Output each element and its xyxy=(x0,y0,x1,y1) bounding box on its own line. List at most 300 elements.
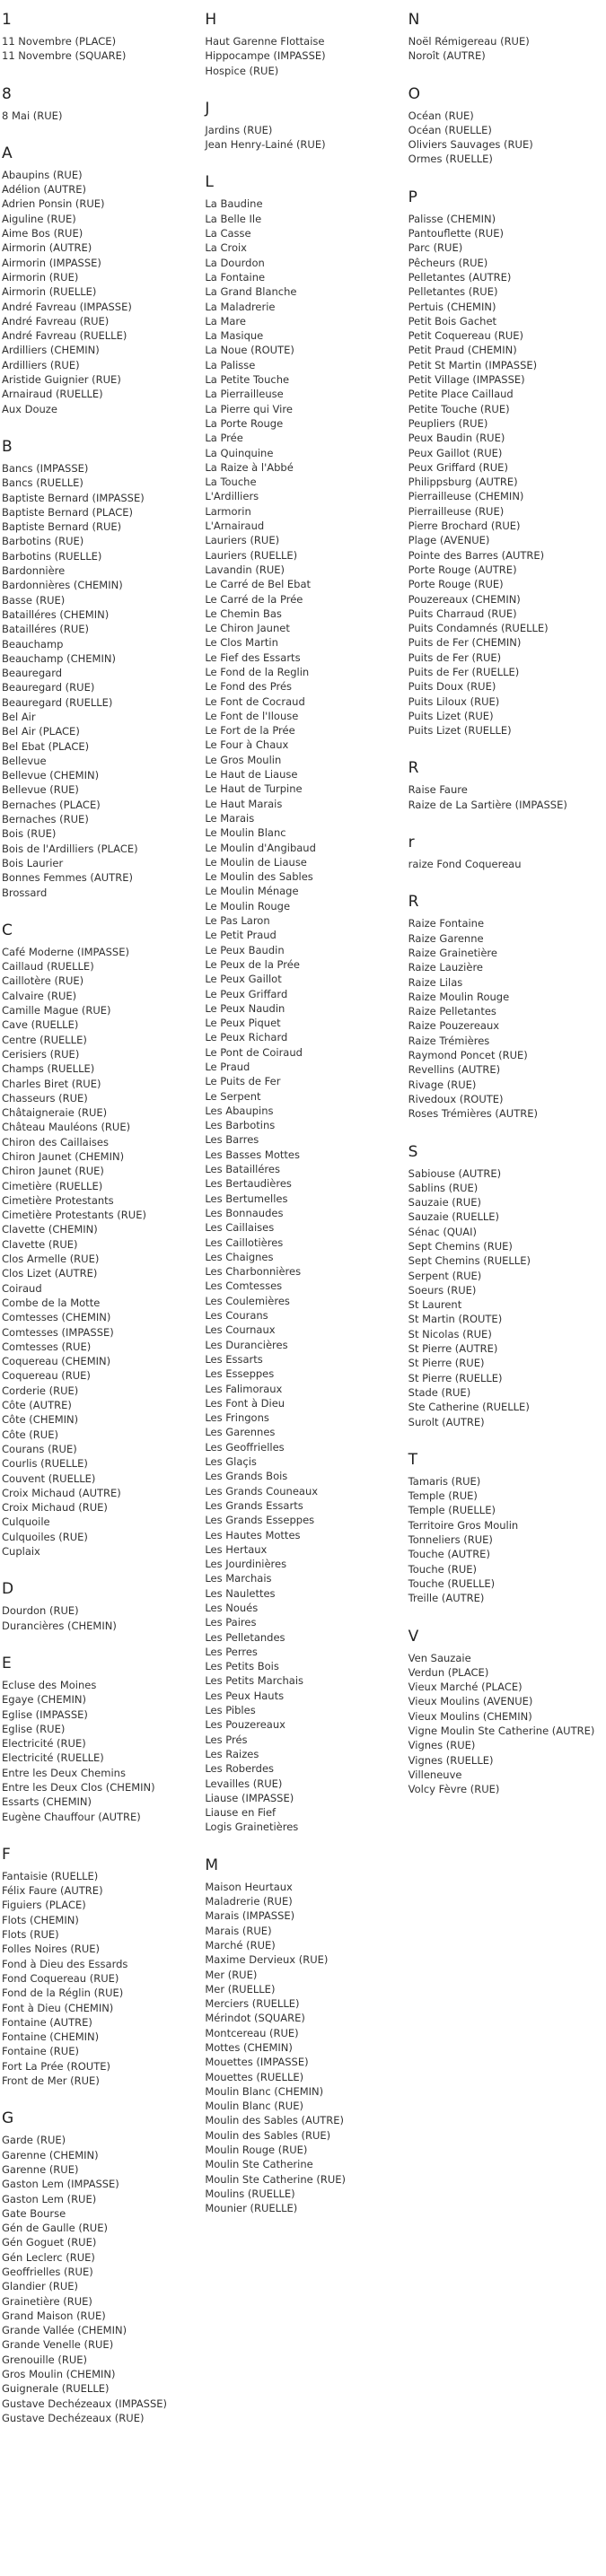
street-name: Pierrailleuse (CHEMIN) xyxy=(408,490,524,503)
street-name: Aime Bos (RUE) xyxy=(2,227,83,240)
street-name: Le Peux Gaillot xyxy=(205,973,282,986)
street-name: Parc (RUE) xyxy=(408,241,463,255)
section-letter-heading: R xyxy=(408,893,419,912)
street-name: Villeneuve xyxy=(408,1768,462,1781)
street-name: Les Essarts xyxy=(205,1352,263,1366)
letter-section xyxy=(408,11,606,64)
street-name: Entre les Deux Clos (CHEMIN) xyxy=(2,1780,155,1794)
street-name: Les Paires xyxy=(205,1616,257,1629)
street-name: Garde (RUE) xyxy=(2,2134,66,2147)
street-name: Puits Lizet (RUE) xyxy=(408,709,494,722)
street-name: St Pierre (RUELLE) xyxy=(408,1371,503,1384)
street-name: Petit Coquereau (RUE) xyxy=(408,329,524,343)
street-name: Les Batailléres xyxy=(205,1163,280,1176)
street-name: Cimetière Protestants (RUE) xyxy=(2,1209,146,1222)
street-name: Les Petits Bois xyxy=(205,1660,279,1673)
section-letter-heading: 1 xyxy=(2,11,12,29)
street-name: Gén Leclerc (RUE) xyxy=(2,2250,95,2264)
street-list xyxy=(408,1474,606,1606)
street-name: La Croix xyxy=(205,241,247,255)
street-name: Bardonnières (CHEMIN) xyxy=(2,579,123,592)
street-name: La Porte Rouge xyxy=(205,416,284,430)
street-name: Les Pelletandes xyxy=(205,1630,285,1644)
section-letter-heading: H xyxy=(205,11,217,29)
street-name: Electricité (RUE) xyxy=(2,1737,86,1751)
street-name: Océan (RUE) xyxy=(408,109,474,122)
street-name: Le Petit Praud xyxy=(205,929,277,942)
section-letter-heading: L xyxy=(205,173,214,192)
street-name: Gustave Dechézeaux (IMPASSE) xyxy=(2,2397,168,2410)
street-list xyxy=(2,1603,203,1633)
street-name: Cimetière Protestants xyxy=(2,1193,114,1207)
street-name: Les Comtesses xyxy=(205,1279,283,1293)
street-name: Gaston Lem (RUE) xyxy=(2,2192,97,2205)
street-name: Bois (RUE) xyxy=(2,827,57,841)
letter-section xyxy=(408,893,606,1121)
street-name: Moulin Ste Catherine (RUE) xyxy=(205,2172,346,2186)
street-name: Geoffrielles (RUE) xyxy=(2,2266,93,2278)
street-name: Gén Goguet (RUE) xyxy=(2,2236,97,2249)
section-letter-heading: S xyxy=(408,1142,418,1161)
letter-section xyxy=(2,1655,203,1824)
street-name: Moulins (RUELLE) xyxy=(205,2187,295,2200)
street-name: Le Peux Griffard xyxy=(205,987,288,1000)
street-name: Petit St Martin (IMPASSE) xyxy=(408,358,538,371)
street-name: Le Puits de Fer xyxy=(205,1075,281,1088)
street-list xyxy=(408,1651,606,1797)
street-name: Peux Griffard (RUE) xyxy=(408,460,508,474)
street-name: Mérindot (SQUARE) xyxy=(205,2012,305,2025)
street-name: Les Caillaises xyxy=(205,1221,275,1235)
street-name: Palisse (CHEMIN) xyxy=(408,212,496,225)
letter-section xyxy=(2,2109,203,2425)
street-name: Sauzaie (RUELLE) xyxy=(408,1210,500,1224)
street-name: 11 Novembre (PLACE) xyxy=(2,35,117,48)
street-name: Petit Bois Gachet xyxy=(408,314,497,327)
street-name: Figuiers (PLACE) xyxy=(2,1899,86,1912)
street-name: La Maladrerie xyxy=(205,300,276,313)
street-name: Grainetière (RUE) xyxy=(2,2294,92,2308)
street-name: 8 Mai (RUE) xyxy=(2,109,63,122)
street-name: La Raize à l'Abbé xyxy=(205,460,294,474)
street-name: Le Pont de Coiraud xyxy=(205,1045,303,1059)
street-name: Comtesses (CHEMIN) xyxy=(2,1311,111,1324)
street-name: Baptiste Bernard (RUE) xyxy=(2,520,122,534)
street-name: Baptiste Bernard (IMPASSE) xyxy=(2,491,145,504)
street-name: Moulin Ste Catherine xyxy=(205,2158,313,2171)
street-name: Sénac (QUAI) xyxy=(408,1225,478,1238)
street-name: Le Haut de Liause xyxy=(205,768,298,782)
street-list xyxy=(2,461,203,900)
street-name: Marais (IMPASSE) xyxy=(205,1909,295,1923)
street-name: Les Noués xyxy=(205,1601,259,1614)
street-name: Les Bertaudières xyxy=(205,1177,292,1191)
street-name: Les Courans xyxy=(205,1309,268,1323)
street-name: Garenne (RUE) xyxy=(2,2162,79,2176)
letter-section xyxy=(408,834,606,871)
street-name: Les Coulemières xyxy=(205,1294,290,1307)
street-name: Larmorin xyxy=(205,504,251,518)
street-name: Guignerale (RUELLE) xyxy=(2,2382,110,2396)
street-name: Chiron Jaunet (CHEMIN) xyxy=(2,1150,125,1163)
street-name: Haut Garenne Flottaise xyxy=(205,35,325,48)
street-name: Ven Sauzaie xyxy=(408,1651,471,1664)
street-name: Fontaine (RUE) xyxy=(2,2045,79,2058)
section-letter-heading: C xyxy=(2,921,13,939)
street-name: Beauchamp (CHEMIN) xyxy=(2,651,116,665)
street-name: Soeurs (RUE) xyxy=(408,1283,477,1297)
street-name: Les Glaçis xyxy=(205,1455,257,1469)
street-name: Petite Touche (RUE) xyxy=(408,402,510,415)
street-name: Beauchamp xyxy=(2,637,64,651)
street-name: Essarts (CHEMIN) xyxy=(2,1795,92,1809)
street-name: Raize de La Sartière (IMPASSE) xyxy=(408,798,567,811)
street-name: Revellins (AUTRE) xyxy=(408,1063,501,1077)
street-name: La Pierrailleuse xyxy=(205,388,284,401)
street-name: Camille Mague (RUE) xyxy=(2,1004,111,1017)
street-name: La Fontaine xyxy=(205,270,266,284)
street-name: Le Chemin Bas xyxy=(205,607,282,620)
street-name: La Prée xyxy=(205,432,243,445)
street-name: Le Moulin d'Angibaud xyxy=(205,841,316,854)
street-list xyxy=(408,857,606,871)
street-name: St Pierre (RUE) xyxy=(408,1357,485,1370)
street-name: Maxime Dervieux (RUE) xyxy=(205,1953,329,1967)
street-name: Touche (RUE) xyxy=(408,1562,478,1576)
street-name: Electricité (RUELLE) xyxy=(2,1751,104,1765)
letter-section xyxy=(2,921,203,1559)
street-name: Le Font de Cocraud xyxy=(205,694,305,708)
street-name: Le Praud xyxy=(205,1061,250,1073)
street-name: Sabiouse (AUTRE) xyxy=(408,1166,502,1180)
street-name: Adrien Ponsin (RUE) xyxy=(2,197,105,211)
street-name: La Mare xyxy=(205,314,246,327)
street-name: Côte (AUTRE) xyxy=(2,1399,72,1412)
street-name: Flots (CHEMIN) xyxy=(2,1913,79,1926)
street-name: Culquoile xyxy=(2,1515,50,1529)
column-2 xyxy=(203,0,406,2447)
letter-section xyxy=(408,1451,606,1606)
street-name: Porte Rouge (RUE) xyxy=(408,578,504,591)
street-name: Adélion (AUTRE) xyxy=(2,183,86,196)
street-name: Sablins (RUE) xyxy=(408,1181,479,1194)
street-name: Folles Noires (RUE) xyxy=(2,1943,101,1956)
street-name: 11 Novembre (SQUARE) xyxy=(2,49,127,63)
street-name: Montcereau (RUE) xyxy=(205,2026,299,2039)
street-name: Raize Grainetière xyxy=(408,946,497,959)
street-name: Airmorin (RUELLE) xyxy=(2,285,97,299)
street-name: Grande Vallée (CHEMIN) xyxy=(2,2324,127,2337)
street-list xyxy=(2,168,203,416)
street-name: Les Fringons xyxy=(205,1411,269,1425)
street-name: Les Roberdes xyxy=(205,1762,275,1776)
street-name: Chiron des Caillaises xyxy=(2,1135,109,1148)
street-name: Hippocampe (IMPASSE) xyxy=(205,49,326,63)
street-name: Raize Lauzière xyxy=(408,961,484,974)
street-list xyxy=(408,916,606,1121)
street-name: Les Grands Esseppes xyxy=(205,1514,315,1527)
letter-section xyxy=(408,759,606,812)
street-name: Grande Venelle (RUE) xyxy=(2,2338,114,2352)
section-letter-heading: 8 xyxy=(2,84,12,103)
letter-section xyxy=(2,1846,203,2088)
street-name: La Noue (ROUTE) xyxy=(205,344,294,357)
street-name: Courlis (RUELLE) xyxy=(2,1457,88,1471)
street-name: L'Ardilliers xyxy=(205,490,259,503)
street-name: Flots (RUE) xyxy=(2,1928,59,1942)
street-name: Temple (RUELLE) xyxy=(408,1504,496,1517)
street-name: Chasseurs (RUE) xyxy=(2,1091,88,1105)
street-name: Mer (RUE) xyxy=(205,1968,258,1981)
street-name: Raymond Poncet (RUE) xyxy=(408,1049,528,1062)
street-name: Ardilliers (CHEMIN) xyxy=(2,344,100,357)
street-name: Le Peux de la Prée xyxy=(205,957,300,971)
street-name: Les Pouzereaux xyxy=(205,1718,285,1732)
street-name: Petite Place Caillaud xyxy=(408,388,514,401)
street-name: Logis Grainetières xyxy=(205,1821,299,1834)
street-name: Volcy Fèvre (RUE) xyxy=(408,1783,500,1796)
street-name: Mouettes (IMPASSE) xyxy=(205,2056,309,2069)
street-name: Brossard xyxy=(2,886,48,899)
street-name: Le Marais xyxy=(205,811,255,825)
street-name: La Touche xyxy=(205,476,257,489)
street-name: Pantouflette (RUE) xyxy=(408,227,504,240)
street-name: Maladrerie (RUE) xyxy=(205,1895,293,1908)
street-name: Vignes (RUE) xyxy=(408,1739,476,1752)
street-name: Charles Biret (RUE) xyxy=(2,1077,101,1090)
street-name: Merciers (RUELLE) xyxy=(205,1997,300,2011)
street-name: Grenouille (RUE) xyxy=(2,2353,88,2366)
street-name: Les Grands Essarts xyxy=(205,1498,303,1512)
street-name: Vieux Moulins (CHEMIN) xyxy=(408,1709,532,1723)
street-name: Mottes (CHEMIN) xyxy=(205,2041,293,2054)
street-name: Moulin Blanc (CHEMIN) xyxy=(205,2084,324,2098)
street-name: Vieux Moulins (AVENUE) xyxy=(408,1695,533,1708)
street-name: La Masique xyxy=(205,329,264,343)
street-name: Touche (AUTRE) xyxy=(408,1548,490,1561)
street-name: Mouettes (RUELLE) xyxy=(205,2070,304,2083)
street-name: Philippsburg (AUTRE) xyxy=(408,476,518,489)
section-letter-heading: O xyxy=(408,84,421,103)
street-name: Moulin Blanc (RUE) xyxy=(205,2100,303,2113)
street-name: Comtesses (RUE) xyxy=(2,1340,92,1353)
street-name: Croix Michaud (RUE) xyxy=(2,1501,108,1515)
street-name: Egaye (CHEMIN) xyxy=(2,1693,86,1707)
street-name: Lavandin (RUE) xyxy=(205,563,285,576)
street-name: Pelletantes (AUTRE) xyxy=(408,270,512,284)
street-name: Les Naulettes xyxy=(205,1586,276,1600)
street-name: André Favreau (RUELLE) xyxy=(2,329,127,343)
street-name: Les Pibles xyxy=(205,1704,256,1717)
street-name: St Martin (ROUTE) xyxy=(408,1313,503,1326)
street-name: Bonnes Femmes (AUTRE) xyxy=(2,871,133,885)
street-name: Bellevue (CHEMIN) xyxy=(2,769,100,782)
street-name: Vieux Marché (PLACE) xyxy=(408,1681,523,1694)
street-name: Fond de la Réglin (RUE) xyxy=(2,1987,124,2000)
street-name: Côte (CHEMIN) xyxy=(2,1413,79,1427)
letter-section xyxy=(205,173,406,1834)
street-name: Plage (AVENUE) xyxy=(408,534,490,547)
street-name: Dourdon (RUE) xyxy=(2,1604,79,1618)
street-name: La Baudine xyxy=(205,197,263,211)
section-letter-heading: N xyxy=(408,11,420,29)
street-name: Front de Mer (RUE) xyxy=(2,2074,100,2088)
letter-section xyxy=(2,1580,203,1633)
street-name: Aristide Guignier (RUE) xyxy=(2,373,121,387)
street-name: La Dourdon xyxy=(205,256,265,269)
street-name: Les Bonnaudes xyxy=(205,1206,284,1219)
street-name: Grand Maison (RUE) xyxy=(2,2309,106,2322)
street-name: Puits Condamnés (RUELLE) xyxy=(408,622,549,635)
street-name: Le Moulin de Liause xyxy=(205,855,307,869)
street-name: Le Carré de la Prée xyxy=(205,592,303,606)
street-name: Bancs (IMPASSE) xyxy=(2,461,89,475)
street-name: Raise Faure xyxy=(408,783,468,797)
section-letter-heading: A xyxy=(2,144,13,162)
street-name: Les Chaignes xyxy=(205,1250,274,1263)
street-name: Treille (AUTRE) xyxy=(408,1592,485,1605)
letter-section xyxy=(2,11,203,64)
section-letter-heading: M xyxy=(205,1856,218,1874)
street-name: Le Chiron Jaunet xyxy=(205,622,290,635)
street-name: Les Hautes Mottes xyxy=(205,1528,301,1541)
street-name: Barbotins (RUE) xyxy=(2,535,84,548)
street-name: Les Garennes xyxy=(205,1426,276,1439)
street-name: Le Peux Richard xyxy=(205,1031,288,1044)
section-letter-heading: F xyxy=(2,1845,11,1864)
street-name: Pointe des Barres (AUTRE) xyxy=(408,548,545,562)
street-name: Le Font de l'Ilouse xyxy=(205,709,299,722)
section-letter-heading: J xyxy=(205,99,210,118)
street-name: Les Jourdinières xyxy=(205,1558,287,1571)
street-name: Le Peux Naudin xyxy=(205,1001,285,1015)
street-name: raize Fond Coquereau xyxy=(408,858,522,871)
street-name: Serpent (RUE) xyxy=(408,1269,482,1282)
street-name: Les Grands Bois xyxy=(205,1470,288,1483)
street-name: Eglise (RUE) xyxy=(2,1722,66,1735)
street-name: Pêcheurs (RUE) xyxy=(408,256,488,269)
street-name: Petit Village (IMPASSE) xyxy=(408,373,525,387)
street-list xyxy=(205,123,406,153)
column-3 xyxy=(407,0,606,2447)
street-name: Fontaine (AUTRE) xyxy=(2,2015,92,2029)
letter-section xyxy=(2,144,203,416)
street-name: Le Fond des Prés xyxy=(205,680,293,694)
street-name: Les Caillotières xyxy=(205,1236,284,1249)
letter-section xyxy=(205,100,406,153)
street-name: Le Four à Chaux xyxy=(205,738,289,752)
street-name: Château Mauléons (RUE) xyxy=(2,1121,131,1134)
street-name: Le Haut Marais xyxy=(205,797,283,810)
street-name: Jardins (RUE) xyxy=(205,123,273,136)
section-letter-heading: P xyxy=(408,188,417,206)
street-name: Bellevue xyxy=(2,754,47,767)
street-name: Puits de Fer (RUE) xyxy=(408,651,502,664)
street-name: Pierre Brochard (RUE) xyxy=(408,520,521,533)
street-name: Puits de Fer (CHEMIN) xyxy=(408,636,522,650)
street-name: Abaupins (RUE) xyxy=(2,168,83,181)
street-name: Cuplaix xyxy=(2,1545,40,1559)
street-list xyxy=(2,1678,203,1824)
street-name: Tamaris (RUE) xyxy=(408,1474,481,1488)
street-name: Châtaigneraie (RUE) xyxy=(2,1106,108,1120)
street-name: Le Moulin Rouge xyxy=(205,899,291,913)
street-name: Mer (RUELLE) xyxy=(205,1982,276,1995)
street-name: Aux Douze xyxy=(2,402,57,415)
section-letter-heading: r xyxy=(408,834,415,852)
street-name: Café Moderne (IMPASSE) xyxy=(2,945,129,958)
street-name: Fort La Prée (ROUTE) xyxy=(2,2059,110,2073)
street-name: Batailléres (CHEMIN) xyxy=(2,607,110,621)
street-name: Temple (RUE) xyxy=(408,1489,478,1503)
street-name: Raize Pouzereaux xyxy=(408,1019,500,1033)
street-name: Cave (RUELLE) xyxy=(2,1018,79,1032)
street-name: Raize Moulin Rouge xyxy=(408,990,510,1003)
street-name: Aiguline (RUE) xyxy=(2,212,76,225)
letter-section xyxy=(205,11,406,78)
street-name: Ste Catherine (RUELLE) xyxy=(408,1401,530,1414)
street-name: Les Bertumelles xyxy=(205,1192,288,1205)
street-name: La Pierre qui Vire xyxy=(205,402,293,415)
street-name: Vignes (RUELLE) xyxy=(408,1753,494,1767)
street-name: Clos Armelle (RUE) xyxy=(2,1253,100,1266)
street-name: Comtesses (IMPASSE) xyxy=(2,1325,114,1339)
section-letter-heading: T xyxy=(408,1450,418,1469)
street-name: Clavette (CHEMIN) xyxy=(2,1223,98,1236)
street-name: Le Pas Laron xyxy=(205,914,270,928)
street-list xyxy=(2,109,203,123)
street-name: St Nicolas (RUE) xyxy=(408,1327,492,1340)
street-name: Puits de Fer (RUELLE) xyxy=(408,665,520,678)
street-name: Le Moulin Blanc xyxy=(205,826,286,840)
street-name: Vigne Moulin Ste Catherine (AUTRE) xyxy=(408,1725,595,1738)
letter-section xyxy=(2,85,203,123)
street-name: Les Font à Dieu xyxy=(205,1396,285,1410)
street-name: Raize Trémières xyxy=(408,1034,490,1047)
street-list xyxy=(2,945,203,1559)
street-name: Puits Charraud (RUE) xyxy=(408,607,517,620)
street-name: Coquereau (CHEMIN) xyxy=(2,1355,111,1368)
street-list xyxy=(408,1166,606,1429)
street-list xyxy=(408,109,606,167)
street-name: La Belle Ile xyxy=(205,212,262,225)
street-name: Rivedoux (ROUTE) xyxy=(408,1092,504,1105)
street-name: Les Raizes xyxy=(205,1747,259,1760)
street-name: Gustave Dechézeaux (RUE) xyxy=(2,2411,145,2424)
street-name: Pouzereaux (CHEMIN) xyxy=(408,592,521,606)
street-name: Le Fief des Essarts xyxy=(205,651,301,664)
street-name: Porte Rouge (AUTRE) xyxy=(408,563,517,576)
street-name: Oliviers Sauvages (RUE) xyxy=(408,138,533,152)
street-name: Batailléres (RUE) xyxy=(2,623,89,636)
street-name: Gaston Lem (IMPASSE) xyxy=(2,2178,119,2191)
street-name: Clos Lizet (AUTRE) xyxy=(2,1267,98,1280)
street-name: Culquoiles (RUE) xyxy=(2,1530,88,1543)
street-name: Moulin des Sables (RUE) xyxy=(205,2128,331,2142)
street-name: Basse (RUE) xyxy=(2,593,66,607)
street-name: Ormes (RUELLE) xyxy=(408,153,493,166)
street-name: St Pierre (AUTRE) xyxy=(408,1342,498,1356)
street-name: Raize Lilas xyxy=(408,975,463,989)
street-name: Les Petits Marchais xyxy=(205,1674,304,1688)
street-name: Garenne (CHEMIN) xyxy=(2,2148,99,2161)
letter-section xyxy=(2,438,203,900)
street-name: Peux Gaillot (RUE) xyxy=(408,446,503,459)
street-name: Levailles (RUE) xyxy=(205,1777,283,1790)
street-name: Beauregard (RUELLE) xyxy=(2,695,113,709)
street-list xyxy=(2,34,203,64)
section-letter-heading: E xyxy=(2,1654,12,1672)
